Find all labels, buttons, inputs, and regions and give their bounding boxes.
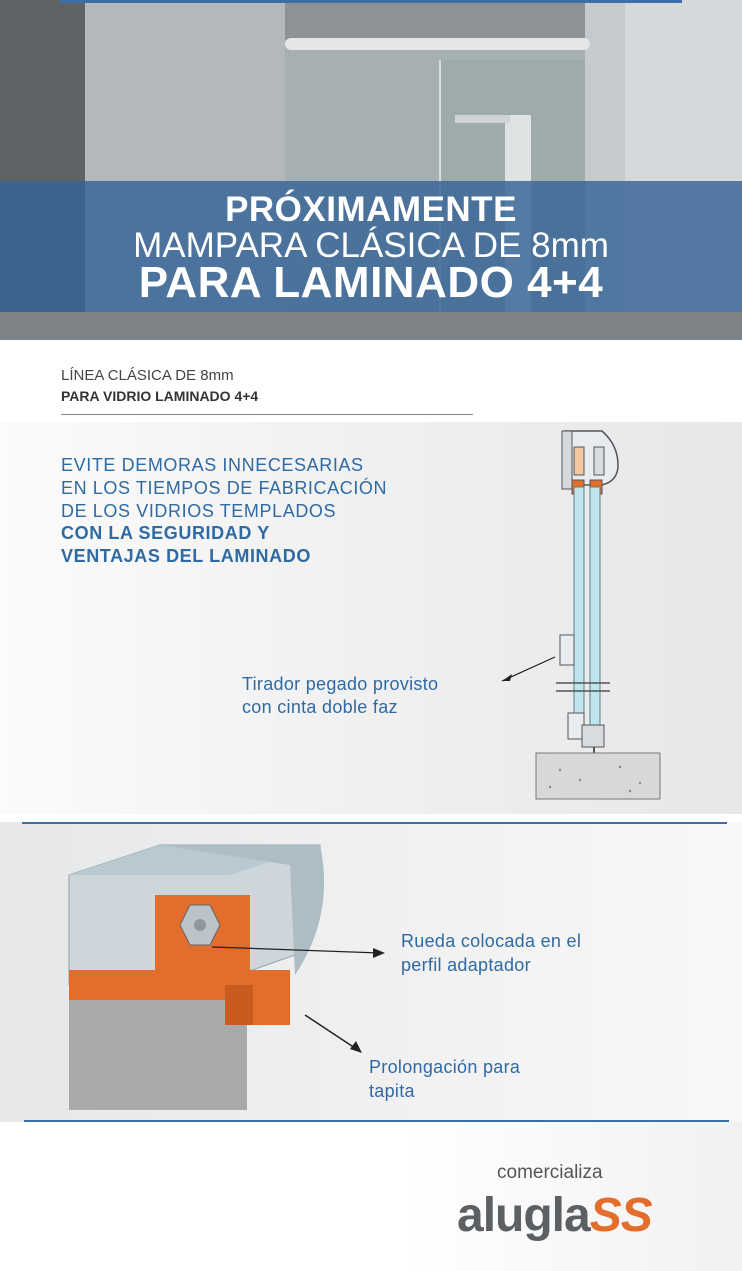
callout-prolongacion: Prolongación para: [369, 1057, 521, 1077]
callout-tirador: con cinta doble faz: [242, 697, 398, 717]
callout-tirador: Tirador pegado provisto: [242, 674, 439, 694]
intro-line: EVITE DEMORAS INNECESARIAS: [61, 455, 364, 475]
subheading-line: LÍNEA CLÁSICA DE 8mm: [61, 367, 234, 384]
callout-rueda: perfil adaptador: [401, 955, 531, 975]
profile-section-diagram: [490, 425, 690, 805]
callout-rueda: Rueda colocada en el: [401, 931, 582, 951]
detail-top-rule: [22, 822, 727, 824]
brand-logo-accent: SS: [589, 1189, 652, 1242]
callout-arrow: [305, 1015, 358, 1050]
footer-label: comercializa: [497, 1162, 603, 1183]
intro-line: EN LOS TIEMPOS DE FABRICACIÓN: [61, 478, 388, 498]
hero-top-rule: [60, 0, 682, 3]
hero-title-laminated: PARA LAMINADO 4+4: [138, 258, 604, 307]
callout-prolongacion: tapita: [369, 1081, 415, 1101]
hero-title-product: MAMPARA CLÁSICA DE 8mm: [133, 226, 609, 265]
intro-line-bold: CON LA SEGURIDAD Y: [61, 523, 270, 543]
brand-logo-main: alugla: [457, 1189, 590, 1242]
brand-logo: [457, 1188, 652, 1243]
subheading-divider: [61, 414, 473, 415]
intro-line-bold: VENTAJAS DEL LAMINADO: [61, 546, 311, 566]
hero-title-coming-soon: PRÓXIMAMENTE: [225, 190, 517, 229]
profile-3d-render: [60, 835, 400, 1115]
intro-line: DE LOS VIDRIOS TEMPLADOS: [61, 501, 337, 521]
subheading-glass: PARA VIDRIO LAMINADO 4+4: [61, 388, 259, 404]
